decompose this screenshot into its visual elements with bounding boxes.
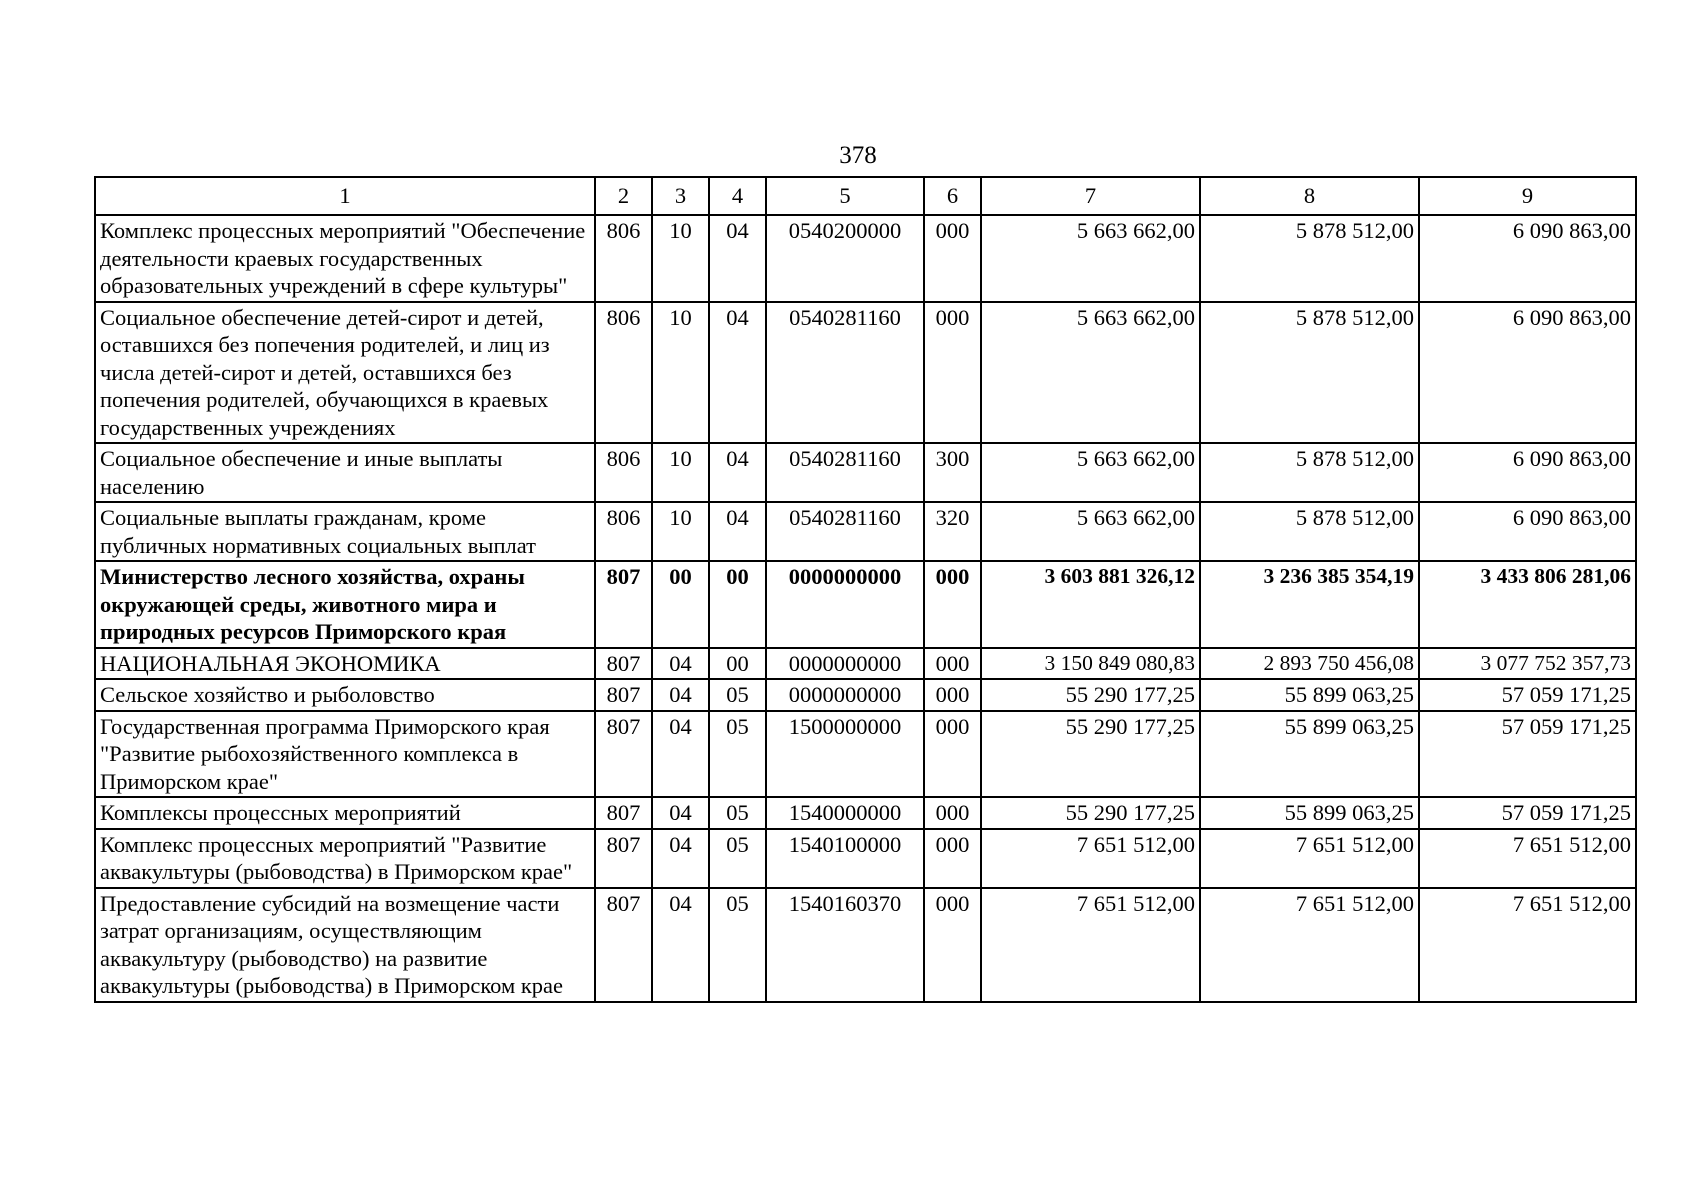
amount-year-2: 2 893 750 456,08: [1200, 648, 1419, 680]
expense-type-code: 320: [924, 502, 981, 561]
column-header-3: 3: [652, 177, 709, 215]
subsection-code: 04: [709, 502, 766, 561]
subsection-code: 05: [709, 888, 766, 1002]
amount-year-1: 5 663 662,00: [981, 302, 1200, 444]
ministry-code: 806: [595, 502, 652, 561]
table-body: [95, 215, 1636, 1002]
expense-type-code: 000: [924, 679, 981, 711]
expense-type-code: 000: [924, 711, 981, 798]
amount-year-3: 7 651 512,00: [1419, 829, 1636, 888]
amount-year-2: 5 878 512,00: [1200, 443, 1419, 502]
budget-item-name: Министерство лесного хозяйства, охраны окружающей среды, животного мира и природных ресурсов Приморского края: [95, 561, 595, 648]
amount-year-3: 6 090 863,00: [1419, 443, 1636, 502]
section-code: 04: [652, 711, 709, 798]
budget-table: [94, 176, 1637, 1003]
target-article-code: 0540200000: [766, 215, 924, 302]
ministry-code: 807: [595, 829, 652, 888]
amount-year-1: 3 603 881 326,12: [981, 561, 1200, 648]
amount-year-1: 5 663 662,00: [981, 215, 1200, 302]
amount-year-1: 5 663 662,00: [981, 443, 1200, 502]
expense-type-code: 300: [924, 443, 981, 502]
column-header-9: 9: [1419, 177, 1636, 215]
section-code: 10: [652, 215, 709, 302]
expense-type-code: 000: [924, 829, 981, 888]
amount-year-2: 5 878 512,00: [1200, 502, 1419, 561]
column-header-2: 2: [595, 177, 652, 215]
ministry-code: 806: [595, 215, 652, 302]
column-header-5: 5: [766, 177, 924, 215]
column-header-4: 4: [709, 177, 766, 215]
budget-item-name: Сельское хозяйство и рыболовство: [95, 679, 595, 711]
target-article-code: 0000000000: [766, 679, 924, 711]
section-code: 10: [652, 443, 709, 502]
table-row: [95, 561, 1636, 648]
subsection-code: 05: [709, 797, 766, 829]
subsection-code: 00: [709, 561, 766, 648]
subsection-code: 04: [709, 302, 766, 444]
amount-year-1: 55 290 177,25: [981, 797, 1200, 829]
target-article-code: 0540281160: [766, 502, 924, 561]
budget-item-name: Комплекс процессных мероприятий "Обеспечение деятельности краевых государственных образовательных учреждений в сфере культуры": [95, 215, 595, 302]
amount-year-1: 55 290 177,25: [981, 711, 1200, 798]
amount-year-3: 57 059 171,25: [1419, 797, 1636, 829]
budget-item-name: Социальное обеспечение детей-сирот и детей, оставшихся без попечения родителей, и лиц из числа детей-сирот и детей, оставшихся без попечения родителей, обучающихся в краевых государственных учреждениях: [95, 302, 595, 444]
amount-year-3: 6 090 863,00: [1419, 302, 1636, 444]
budget-item-name: Государственная программа Приморского края "Развитие рыбохозяйственного комплекса в Приморском крае": [95, 711, 595, 798]
target-article-code: 0540281160: [766, 302, 924, 444]
ministry-code: 807: [595, 711, 652, 798]
subsection-code: 04: [709, 443, 766, 502]
subsection-code: 04: [709, 215, 766, 302]
subsection-code: 00: [709, 648, 766, 680]
amount-year-2: 55 899 063,25: [1200, 679, 1419, 711]
target-article-code: 1500000000: [766, 711, 924, 798]
page-number: 378: [839, 142, 877, 169]
table-row: [95, 502, 1636, 561]
ministry-code: 807: [595, 561, 652, 648]
amount-year-3: 3 077 752 357,73: [1419, 648, 1636, 680]
budget-item-name: Предоставление субсидий на возмещение части затрат организациям, осуществляющим аквакультуру (рыбоводство) на развитие аквакультуры (рыбоводства) в Приморском крае: [95, 888, 595, 1002]
ministry-code: 806: [595, 443, 652, 502]
amount-year-2: 55 899 063,25: [1200, 711, 1419, 798]
table-row: [95, 711, 1636, 798]
section-code: 04: [652, 888, 709, 1002]
amount-year-3: 6 090 863,00: [1419, 215, 1636, 302]
target-article-code: 0000000000: [766, 648, 924, 680]
ministry-code: 807: [595, 797, 652, 829]
amount-year-2: 5 878 512,00: [1200, 215, 1419, 302]
section-code: 10: [652, 502, 709, 561]
ministry-code: 806: [595, 302, 652, 444]
budget-item-name: Социальное обеспечение и иные выплаты населению: [95, 443, 595, 502]
column-header-7: 7: [981, 177, 1200, 215]
target-article-code: 1540160370: [766, 888, 924, 1002]
ministry-code: 807: [595, 679, 652, 711]
table-row: [95, 888, 1636, 1002]
table-row: [95, 648, 1636, 680]
budget-item-name: Социальные выплаты гражданам, кроме публичных нормативных социальных выплат: [95, 502, 595, 561]
section-code: 00: [652, 561, 709, 648]
expense-type-code: 000: [924, 888, 981, 1002]
subsection-code: 05: [709, 829, 766, 888]
section-code: 04: [652, 679, 709, 711]
budget-item-name: НАЦИОНАЛЬНАЯ ЭКОНОМИКА: [95, 648, 595, 680]
expense-type-code: 000: [924, 797, 981, 829]
amount-year-3: 6 090 863,00: [1419, 502, 1636, 561]
column-header-1: 1: [95, 177, 595, 215]
amount-year-1: 55 290 177,25: [981, 679, 1200, 711]
subsection-code: 05: [709, 679, 766, 711]
budget-item-name: Комплекс процессных мероприятий "Развитие аквакультуры (рыбоводства) в Приморском крае": [95, 829, 595, 888]
ministry-code: 807: [595, 648, 652, 680]
column-header-8: 8: [1200, 177, 1419, 215]
subsection-code: 05: [709, 711, 766, 798]
amount-year-3: 57 059 171,25: [1419, 679, 1636, 711]
amount-year-1: 3 150 849 080,83: [981, 648, 1200, 680]
expense-type-code: 000: [924, 648, 981, 680]
amount-year-2: 3 236 385 354,19: [1200, 561, 1419, 648]
section-code: 04: [652, 648, 709, 680]
amount-year-3: 3 433 806 281,06: [1419, 561, 1636, 648]
budget-item-name: Комплексы процессных мероприятий: [95, 797, 595, 829]
header-row: [95, 177, 1636, 215]
amount-year-2: 55 899 063,25: [1200, 797, 1419, 829]
amount-year-3: 57 059 171,25: [1419, 711, 1636, 798]
amount-year-2: 5 878 512,00: [1200, 302, 1419, 444]
column-header-6: 6: [924, 177, 981, 215]
target-article-code: 0540281160: [766, 443, 924, 502]
amount-year-1: 7 651 512,00: [981, 888, 1200, 1002]
table-row: [95, 679, 1636, 711]
amount-year-3: 7 651 512,00: [1419, 888, 1636, 1002]
amount-year-1: 7 651 512,00: [981, 829, 1200, 888]
table-header: [95, 177, 1636, 215]
table-row: [95, 829, 1636, 888]
target-article-code: 1540000000: [766, 797, 924, 829]
section-code: 04: [652, 829, 709, 888]
amount-year-2: 7 651 512,00: [1200, 829, 1419, 888]
amount-year-1: 5 663 662,00: [981, 502, 1200, 561]
ministry-code: 807: [595, 888, 652, 1002]
section-code: 10: [652, 302, 709, 444]
amount-year-2: 7 651 512,00: [1200, 888, 1419, 1002]
section-code: 04: [652, 797, 709, 829]
target-article-code: 1540100000: [766, 829, 924, 888]
expense-type-code: 000: [924, 561, 981, 648]
table-row: [95, 443, 1636, 502]
expense-type-code: 000: [924, 215, 981, 302]
target-article-code: 0000000000: [766, 561, 924, 648]
table-row: [95, 302, 1636, 444]
table-row: [95, 797, 1636, 829]
table-row: [95, 215, 1636, 302]
expense-type-code: 000: [924, 302, 981, 444]
